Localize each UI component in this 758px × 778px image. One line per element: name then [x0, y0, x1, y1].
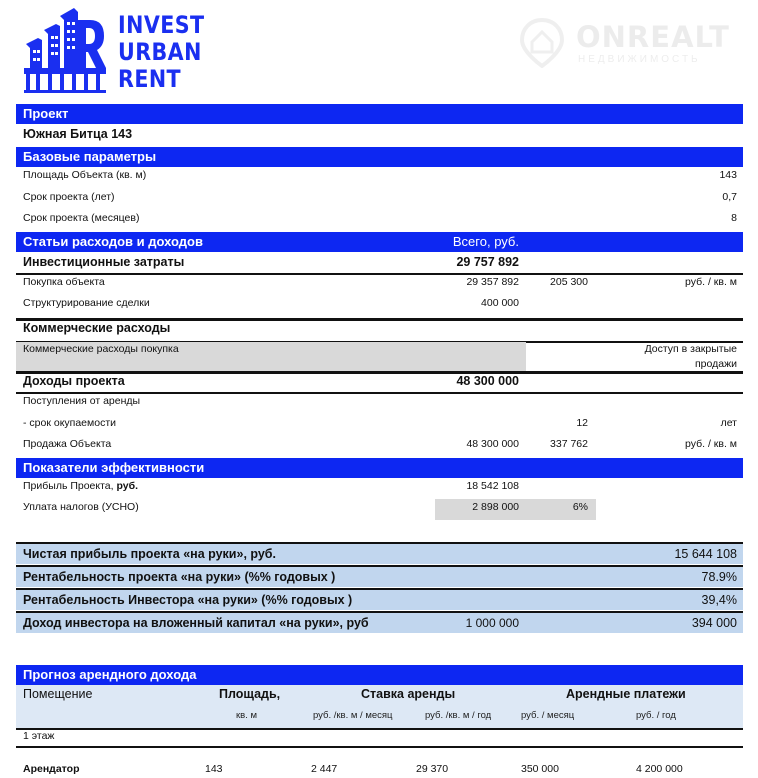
- commercial-purchase-row: [16, 343, 743, 371]
- income-label: Доходы проекта: [23, 374, 125, 388]
- section-header-efficiency: [16, 458, 743, 478]
- param-value: 8: [731, 212, 737, 224]
- profit-label-unit: руб.: [116, 480, 139, 492]
- divider: [16, 273, 743, 275]
- section-header-rent-forecast: [16, 665, 743, 685]
- section-title: Показатели эффективности: [23, 460, 205, 475]
- company-logo: [22, 4, 212, 96]
- structuring-total: 400 000: [481, 297, 519, 309]
- tenant-rate-year: 29 370: [416, 763, 449, 775]
- param-label: Срок проекта (месяцев): [23, 212, 140, 224]
- section-title: Проект: [23, 106, 69, 121]
- column-subheader-rate-year: руб. /кв. м / год: [425, 710, 492, 721]
- column-header-room: Помещение: [23, 687, 93, 701]
- tax-value: 2 898 000: [472, 501, 519, 513]
- profit-row: [16, 480, 743, 500]
- section-title: Базовые параметры: [23, 149, 157, 164]
- payback-unit: лет: [720, 417, 737, 429]
- divider: [16, 746, 743, 748]
- param-label: Срок проекта (лет): [23, 191, 115, 203]
- watermark-subtitle: НЕДВИЖИМОСТЬ: [578, 54, 701, 65]
- summary-label: Доход инвестора на вложенный капитал «на руки», руб: [23, 616, 369, 630]
- summary-row-project-return: [16, 567, 743, 587]
- summary-label: Рентабельность проекта «на руки» (%% годовых ): [23, 570, 336, 584]
- rent-income-label: Поступления от аренды: [23, 395, 141, 407]
- rent-income-row: [16, 395, 743, 415]
- location-pin-house-icon: [518, 18, 566, 68]
- commercial-note-line2: продажи: [695, 358, 737, 370]
- income-total: 48 300 000: [456, 374, 519, 388]
- tenant-area: 143: [205, 763, 223, 775]
- column-header-rate: Ставка аренды: [361, 687, 456, 701]
- sale-label: Продажа Объекта: [23, 438, 112, 450]
- summary-value: 15 644 108: [674, 547, 737, 561]
- project-name: Южная Битца 143: [23, 127, 133, 141]
- commercial-note-line1: Доступ в закрытые: [644, 343, 737, 355]
- sale-total: 48 300 000: [466, 438, 519, 450]
- section-title: Прогноз арендного дохода: [23, 667, 197, 682]
- buildings-logo-icon: [22, 6, 108, 94]
- logo-wordmark: [118, 12, 205, 93]
- param-row: [16, 191, 743, 211]
- section-header-base-params: [16, 147, 743, 167]
- sale-per-unit: 337 762: [550, 438, 588, 450]
- section-header-project: [16, 104, 743, 124]
- column-subheader-area-unit: кв. м: [236, 710, 258, 721]
- tenant-name: Арендатор: [23, 763, 80, 775]
- column-header-total: Всего, руб.: [452, 234, 519, 249]
- summary-label: Чистая прибыль проекта «на руки», руб.: [23, 547, 277, 561]
- rent-table-row: [16, 763, 743, 778]
- sale-unit: руб. / кв. м: [685, 438, 737, 450]
- param-value: 0,7: [722, 191, 737, 203]
- tenant-pay-month: 350 000: [521, 763, 559, 775]
- logo-line-rent: RENT: [118, 65, 182, 93]
- summary-row-investor-return: [16, 590, 743, 610]
- tax-label: Уплата налогов (УСНО): [23, 501, 139, 513]
- payback-value: 12: [576, 417, 588, 429]
- commercial-row: [16, 321, 743, 341]
- tenant-rate-month: 2 447: [311, 763, 338, 775]
- divider: [16, 392, 743, 394]
- column-subheader-pay-year: руб. / год: [636, 710, 676, 721]
- column-subheader-pay-month: руб. / месяц: [521, 710, 575, 721]
- profit-label-text: Прибыль Проекта,: [23, 480, 117, 492]
- floor-label: 1 этаж: [23, 730, 55, 742]
- column-header-payments: Арендные платежи: [566, 687, 686, 701]
- purchase-label: Покупка объекта: [23, 276, 105, 288]
- summary-row-investor-income: [16, 613, 743, 633]
- summary-mid-value: 1 000 000: [465, 616, 519, 630]
- purchase-per-unit: 205 300: [550, 276, 588, 288]
- param-value: 143: [719, 169, 737, 181]
- investment-label: Инвестиционные затраты: [23, 255, 185, 269]
- profit-value: 18 542 108: [466, 480, 519, 492]
- column-subheader-rate-month: руб. /кв. м / месяц: [313, 710, 393, 721]
- commercial-label: Коммерческие расходы: [23, 321, 171, 335]
- rent-table-header: [16, 685, 743, 729]
- param-row: [16, 212, 743, 232]
- payback-label: - срок окупаемости: [23, 417, 117, 429]
- sale-row: [16, 438, 743, 458]
- project-name-row: [16, 125, 743, 145]
- watermark: [518, 18, 748, 68]
- param-row: [16, 169, 743, 189]
- investment-total: 29 757 892: [456, 255, 519, 269]
- purchase-row: [16, 276, 743, 296]
- summary-value: 394 000: [691, 616, 737, 630]
- logo-line-invest: INVEST: [118, 11, 205, 39]
- tax-rate: 6%: [572, 501, 588, 513]
- summary-value: 78.9%: [701, 570, 737, 584]
- profit-label: [23, 480, 138, 492]
- income-row: [16, 374, 743, 394]
- column-header-area: Площадь,: [219, 687, 281, 701]
- purchase-unit: руб. / кв. м: [685, 276, 737, 288]
- summary-value: 39,4%: [701, 593, 737, 607]
- section-title: Статьи расходов и доходов: [23, 234, 203, 249]
- tax-row: [16, 501, 743, 521]
- investment-row: [16, 255, 743, 275]
- summary-label: Рентабельность Инвестора «на руки» (%% годовых ): [23, 593, 353, 607]
- summary-row-net-profit: [16, 544, 743, 564]
- tenant-pay-year: 4 200 000: [636, 763, 683, 775]
- logo-line-urban: URBAN: [118, 38, 202, 66]
- commercial-purchase-label: Коммерческие расходы покупка: [23, 343, 179, 355]
- watermark-name: ONREALT: [576, 20, 730, 54]
- payback-row: [16, 417, 743, 437]
- purchase-total: 29 357 892: [466, 276, 519, 288]
- structuring-label: Структурирование сделки: [23, 297, 150, 309]
- section-header-items: [16, 232, 743, 252]
- structuring-row: [16, 297, 743, 317]
- param-label: Площадь Объекта (кв. м): [23, 169, 147, 181]
